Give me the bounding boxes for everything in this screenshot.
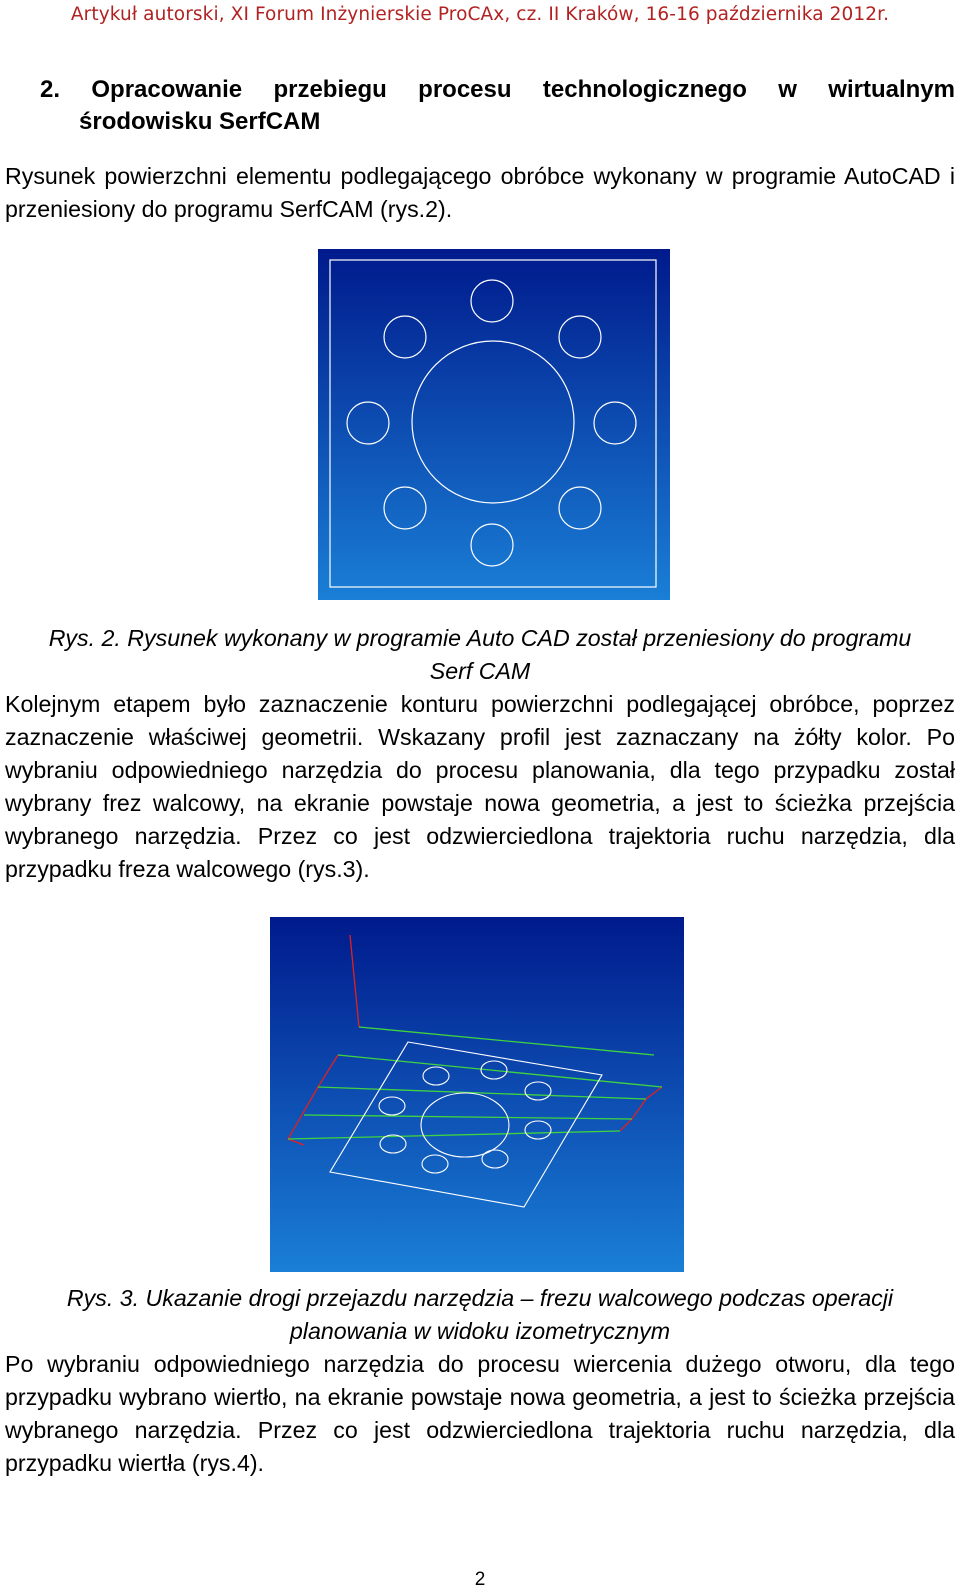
section-heading-word: w <box>778 76 797 103</box>
running-header: Artykuł autorski, XI Forum Inżynierskie ProCAx, cz. II Kraków, 16-16 października 2012r. <box>70 4 890 25</box>
figure-3-caption-line-1: Rys. 3. Ukazanie drogi przejazdu narzędzia – frezu walcowego podczas operacji <box>66 1285 894 1311</box>
figure-3-isometric-view <box>270 917 684 1272</box>
section-heading-line-1 <box>40 74 955 106</box>
figure-3-caption-line-2: planowania w widoku izometrycznym <box>289 1318 671 1344</box>
section-heading-word: 2. <box>40 76 61 103</box>
figure-2-top-view <box>318 249 670 600</box>
section-heading <box>40 74 955 138</box>
figure-3-caption <box>0 1282 960 1348</box>
section-heading-word: przebiegu <box>273 76 387 103</box>
page-number: 2 <box>474 1569 486 1590</box>
figure-3-canvas <box>270 917 684 1272</box>
section-heading-word: technologicznego <box>542 76 747 103</box>
figure-2-caption <box>0 622 960 688</box>
section-heading-word: procesu <box>418 76 512 103</box>
paragraph-drilling: Po wybraniu odpowiedniego narzędzia do procesu wiercenia dużego otworu, dla tego przypadku wybrano wiertło, na ekranie powstaje nowa geometria, a jest to ścieżka przejścia wybranego narzędzia. Przez co jest odzwierciedlona trajektoria ruchu narzędzia, dla przypadku wiertła (rys.4). <box>5 1351 955 1476</box>
section-heading-word: wirtualnym <box>828 76 955 103</box>
section-heading-word: Opracowanie <box>91 76 243 103</box>
paragraph-intro: Rysunek powierzchni elementu podlegającego obróbce wykonany w programie AutoCAD i przeniesiony do programu SerfCAM (rys.2). <box>5 163 955 222</box>
section-heading-line-2: środowisku SerfCAM <box>79 108 321 135</box>
paragraph-contour: Kolejnym etapem było zaznaczenie konturu powierzchni podlegającej obróbce, poprzez zaznaczenie właściwej geometrii. Wskazany profil jest zaznaczany na żółty kolor. Po wybraniu odpowiedniego narzędzia do procesu planowania, dla tego przypadku został wybrany frez walcowy, na ekranie powstaje nowa geometria, a jest to ścieżka przejścia wybranego narzędzia. Przez co jest odzwierciedlona trajektoria ruchu narzędzia, dla przypadku freza walcowego (rys.3). <box>5 691 955 882</box>
viewport-background <box>318 249 670 600</box>
figure-2-caption-line-2: Serf CAM <box>429 658 531 684</box>
figure-2-caption-line-1: Rys. 2. Rysunek wykonany w programie Auto CAD został przeniesiony do programu <box>48 625 912 651</box>
figure-2-canvas <box>318 249 670 600</box>
